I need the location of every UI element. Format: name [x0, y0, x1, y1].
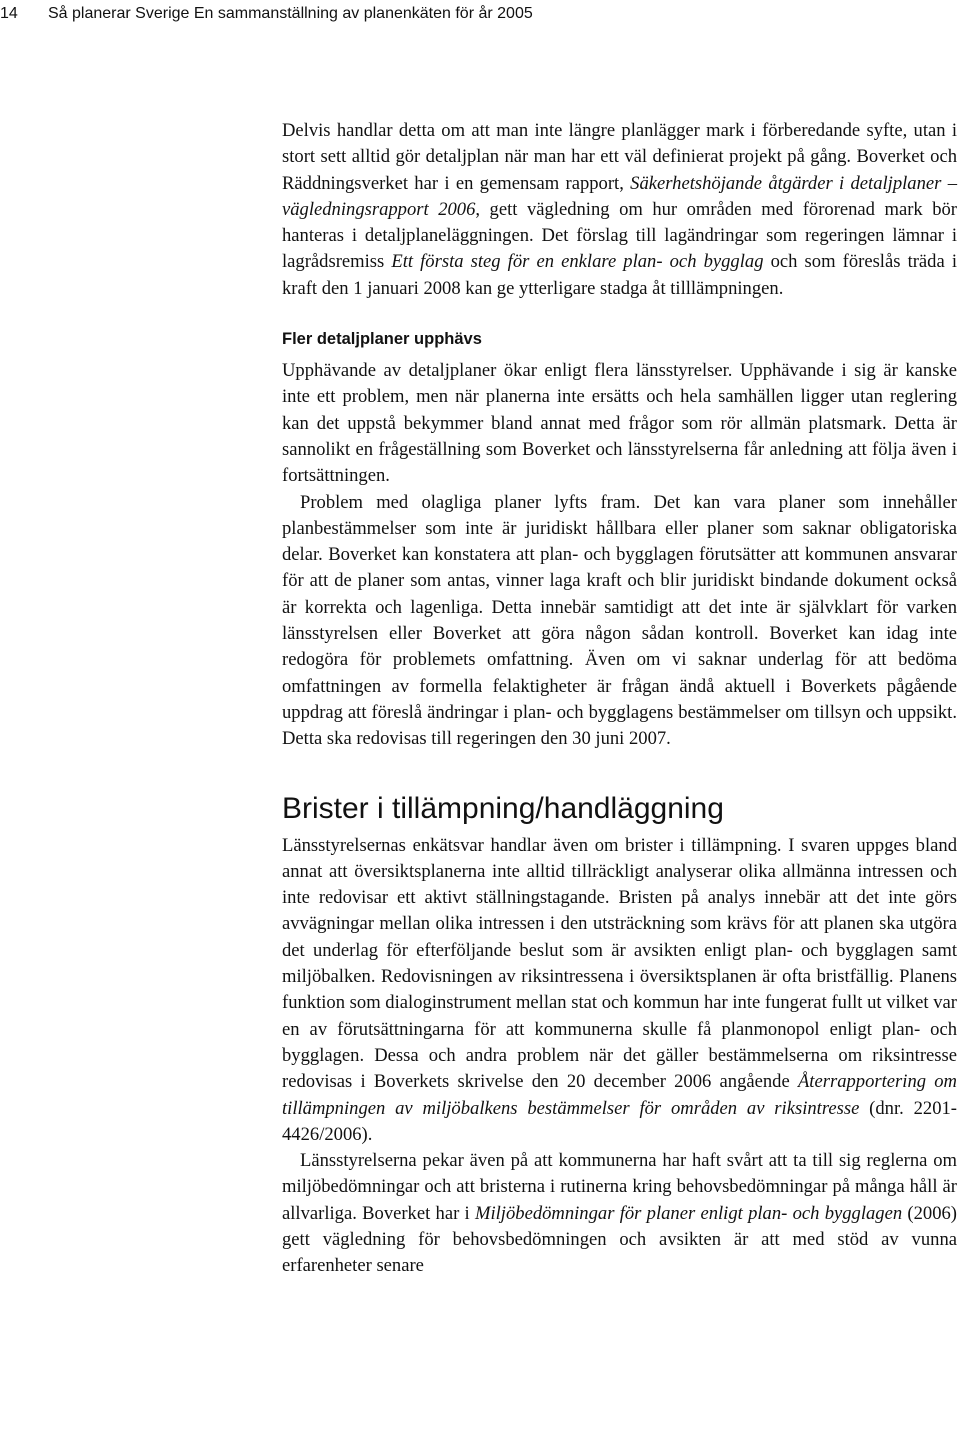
- running-title: Så planerar Sverige En sammanställning av planenkäten för år 2005: [48, 5, 533, 22]
- report-title: Säkerhetshöjande åtgärder i detaljplaner – vägledningsrapport 2006: [282, 172, 957, 220]
- chapter-heading-brister: Brister i tillämpning/handläggning: [282, 791, 724, 825]
- section2-text-3: Länsstyrelserna pekar även på att kommunerna har haft svårt att ta till sig reglerna om miljöbedömningar och att bristerna i rutinerna kring behovsbedömningar på många håll är allvarliga. Boverket har i: [282, 1150, 957, 1224]
- section2-text-2: (dnr. 2201-4426/2006).: [282, 1097, 957, 1145]
- section2-paragraph-1: [282, 833, 957, 1149]
- section-heading-upphavs: Fler detaljplaner upphävs: [282, 330, 482, 349]
- main-text: [282, 118, 957, 1280]
- intro-text-3: och som föreslås träda i kraft den 1 januari 2008 kan ge ytterligare stadga åt tilllämpningen.: [282, 251, 957, 299]
- page-header: [0, 4, 533, 24]
- aterrapportering-title: Återrapportering om tillämpningen av miljöbalkens bestämmelser för områden av riksintresse: [282, 1071, 957, 1119]
- page-number: 14: [0, 5, 18, 22]
- section2-paragraph-2: [282, 1148, 957, 1279]
- section1-paragraph-2: Problem med olagliga planer lyfts fram. Det kan vara planer som innehåller planbestämmelser som inte är juridiskt hållbara eller planer som saknar obligatoriska delar. Boverket kan konstatera att plan- och bygglagen förutsätter att kommunen ansvarar för att de planer som antas, vinner laga kraft och blir juridiskt bindande dokument också är korrekta och lagenliga. Detta innebär samtidigt att det inte är självklart för varken länsstyrelsen eller Boverket att göra någon sådan kontroll. Boverket kan idag inte redogöra för problemets omfattning. Även om vi saknar underlag för att bedöma omfattningen av formella felaktigheter är frågan ändå aktuell i Boverkets pågående uppdrag att föreslå ändringar i plan- och bygglagens bestämmelser om tillsyn och uppsikt. Detta ska redovisas till regeringen den 30 juni 2007.: [282, 491, 957, 750]
- intro-text-1: Delvis handlar detta om att man inte längre planlägger mark i förberedande syfte, utan i stort sett alltid gör detaljplan när man har ett väl definierat projekt på gång. Boverket och Räddningsverket har i en gemensam rapport,: [282, 120, 957, 194]
- intro-text-2: , gett vägledning om hur områden med förorenad mark bör hanteras i detaljplaneläggningen. Det förslag till lagändringar som regeringen lämnar i lagrådsremiss: [282, 198, 957, 273]
- section2-text-4: (2006) gett vägledning för behovsbedömningen och avsikten är att med stöd av vunna erfarenheter senare: [282, 1202, 957, 1277]
- intro-paragraph: [282, 118, 957, 302]
- miljobedomningar-title: Miljöbedömningar för planer enligt plan- och bygglagen: [474, 1202, 903, 1224]
- section1-paragraph-1: Upphävande av detaljplaner ökar enligt flera länsstyrelser. Upphävande i sig är kanske inte ett problem, men när planerna inte ersätts och hela samhällen ligger utan reglering kan det uppstå bekymmer bland annat med frågor som rör allmän platsmark. Detta är sannolikt en frågeställning som Boverket och länsstyrelserna får anledning att följa även i fortsättningen.: [282, 360, 957, 487]
- remiss-title: Ett första steg för en enklare plan- och bygglag: [391, 251, 764, 273]
- section2-text-1: Länsstyrelsernas enkätsvar handlar även om brister i tillämpning. I svaren uppges bland annat att översiktsplanerna inte alltid tillräckligt analyserar olika allmänna intressen och inte redovisar ett aktivt ställningstagande. Bristen på analys innebär att det inte görs avvägningar mellan olika intressen i den utsträckning som krävs för att planen ska utgöra det underlag för efterföljande beslut som är avsikten enligt plan- och bygglagen samt miljöbalken. Redovisningen av riksintressena i översiktsplanen är ofta bristfällig. Planens funktion som dialoginstrument mellan stat och kommun har inte fungerat fullt ut vilket var en av förutsättningarna för att kommunerna skulle få planmonopol enligt plan- och bygglagen. Dessa och andra problem när det gäller bestämmelserna om riksintresse redovisas i Boverkets skrivelse den 20 december 2006 angående: [282, 834, 957, 1093]
